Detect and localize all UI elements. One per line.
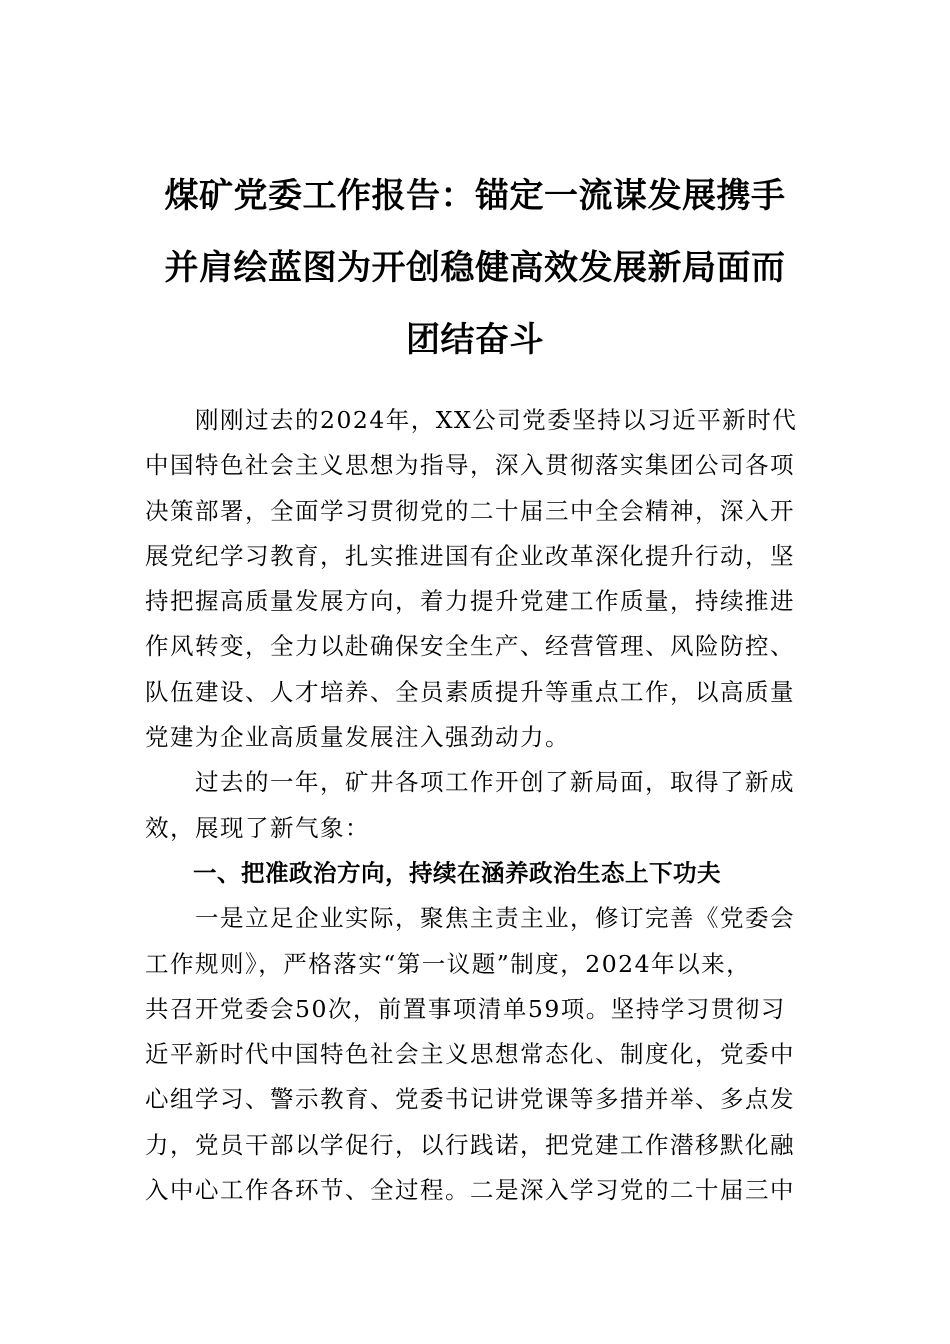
text-line: 持把握高质量发展方向，着力提升党建工作质量，持续推进 (145, 587, 795, 616)
text-line: 作风转变，全力以赴确保安全生产、经营管理、风险防控、 (145, 632, 795, 661)
text-line: 共召开党委会50次，前置事项清单59项。坚持学习贯彻习 (145, 994, 786, 1023)
paragraph-section-1 (145, 896, 810, 1213)
document-title (140, 160, 810, 376)
text-line: 工作规则》，严格落实“第一议题”制度，2024年以来， (145, 949, 752, 978)
text-line: 中国特色社会主义思想为指导，深入贯彻落实集团公司各项 (145, 451, 795, 480)
text-line: 一是立足企业实际，聚焦主责主业，修订完善《党委会 (145, 904, 795, 933)
text-line: 展党纪学习教育，扎实推进国有企业改革深化提升行动，坚 (145, 541, 795, 570)
text-line: 队伍建设、人才培养、全员素质提升等重点工作，以高质量 (145, 677, 795, 706)
text-line: 入中心工作各环节、全过程。二是深入学习党的二十届三中 (145, 1176, 795, 1205)
text-line: 刚刚过去的2024年，XX公司党委坚持以习近平新时代 (145, 406, 798, 434)
title-line-3: 团结奋斗 (406, 320, 544, 360)
text-line: 过去的一年，矿井各项工作开创了新局面，取得了新成 (145, 768, 795, 797)
text-line: 力，党员干部以学促行，以行践诺，把党建工作潜移默化融 (145, 1130, 795, 1159)
text-line: 党建为企业高质量发展注入强劲动力。 (145, 723, 570, 752)
text-line: 心组学习、警示教育、党委书记讲党课等多措并举、多点发 (145, 1085, 795, 1114)
document-body (145, 398, 810, 1213)
paragraph-intro (145, 398, 810, 760)
title-line-2: 并肩绘蓝图为开创稳健高效发展新局面而 (164, 248, 786, 288)
section-heading: 一、把准政治方向，持续在涵养政治生态上下功夫 (145, 858, 721, 887)
title-line-1: 煤矿党委工作报告：锚定一流谋发展携手 (164, 176, 786, 216)
paragraph-summary (145, 760, 810, 851)
text-line: 效，展现了新气象： (145, 813, 370, 842)
text-line: 近平新时代中国特色社会主义思想常态化、制度化，党委中 (145, 1040, 795, 1069)
text-line: 决策部署，全面学习贯彻党的二十届三中全会精神，深入开 (145, 496, 795, 525)
